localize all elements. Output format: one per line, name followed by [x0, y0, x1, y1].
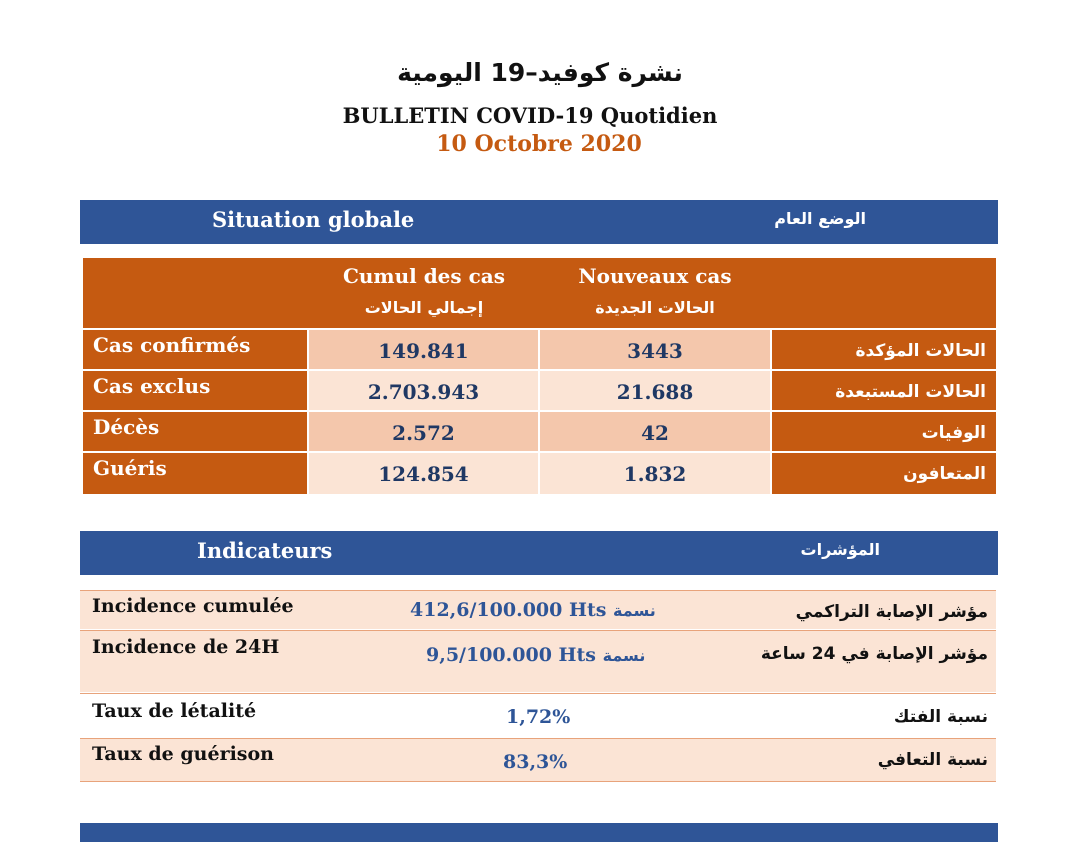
row-label-fr: Cas confirmés — [83, 330, 307, 369]
indicators-header-fr: Indicateurs — [197, 538, 333, 563]
new-value: 21.688 — [540, 371, 770, 410]
row-label-ar: الحالات المستبعدة — [772, 371, 996, 410]
situation-header-ar: الوضع العام — [774, 209, 866, 228]
indicator-row — [80, 738, 996, 782]
indicators-header-ar: المؤشرات — [800, 540, 880, 559]
cumul-value: 149.841 — [309, 330, 538, 369]
cumul-value: 124.854 — [309, 453, 538, 494]
indicator-label-ar: مؤشر الإصابة في 24 ساعة — [760, 644, 988, 664]
indicator-label-fr: Incidence cumulée — [92, 595, 294, 617]
row-label-ar: الحالات المؤكدة — [772, 330, 996, 369]
indicators-header-bar — [80, 531, 998, 575]
new-value: 1.832 — [540, 453, 770, 494]
indicator-value-unit-ar: نسمة — [602, 646, 646, 665]
next-section-bar — [80, 823, 998, 842]
cumul-value: 2.572 — [309, 412, 538, 451]
indicator-value: 1,72% — [506, 706, 571, 728]
row-label-ar: الوفيات — [772, 412, 996, 451]
col-cumul-fr: Cumul des cas — [342, 264, 506, 288]
situation-table — [83, 258, 996, 494]
situation-header-fr: Situation globale — [212, 207, 415, 232]
col-cumul-ar: إجمالي الحالات — [364, 298, 484, 317]
indicator-row — [80, 630, 996, 692]
situation-table-head — [83, 258, 996, 328]
bulletin-date: 10 Octobre 2020 — [436, 131, 642, 157]
indicator-value-number: 412,6/100.000 Hts — [410, 599, 607, 621]
indicator-label-fr: Incidence de 24H — [92, 636, 280, 658]
row-label-fr: Décès — [83, 412, 307, 451]
indicator-label-ar: نسبة التعافي — [877, 750, 988, 770]
indicator-label-fr: Taux de létalité — [92, 700, 257, 722]
indicator-value — [426, 644, 645, 666]
col-new-fr: Nouveaux cas — [578, 264, 732, 288]
row-label-fr: Cas exclus — [83, 371, 307, 410]
title-arabic: نشرة كوفيد–19 اليومية — [397, 58, 683, 87]
cumul-value: 2.703.943 — [309, 371, 538, 410]
new-value: 3443 — [540, 330, 770, 369]
indicator-label-fr: Taux de guérison — [92, 743, 274, 765]
col-new-ar: الحالات الجديدة — [595, 298, 715, 317]
situation-header-bar — [80, 200, 998, 244]
row-label-ar: المتعافون — [772, 453, 996, 494]
title-french: BULLETIN COVID-19 Quotidien — [342, 103, 718, 128]
indicator-row — [80, 590, 996, 629]
indicator-value-number: 9,5/100.000 Hts — [426, 644, 596, 666]
row-label-fr: Guéris — [83, 453, 307, 494]
new-value: 42 — [540, 412, 770, 451]
indicator-label-ar: مؤشر الإصابة التراكمي — [795, 602, 988, 622]
indicator-value: 83,3% — [503, 751, 568, 773]
indicator-value-unit-ar: نسمة — [613, 601, 656, 620]
indicator-row — [80, 693, 996, 737]
indicator-value — [410, 599, 656, 621]
indicator-label-ar: نسبة الفتك — [893, 707, 988, 727]
